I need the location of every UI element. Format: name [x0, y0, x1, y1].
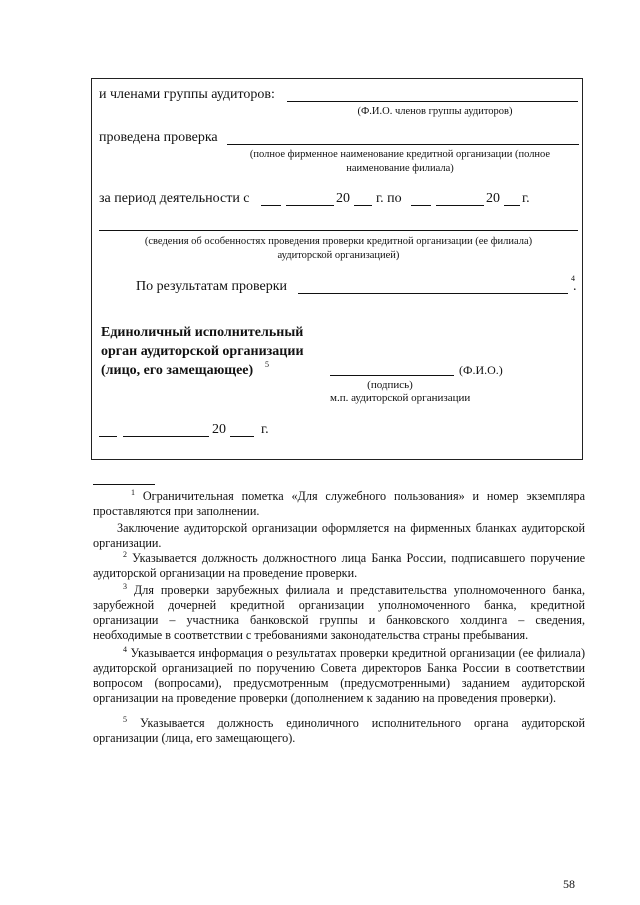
auditors-members-line [287, 101, 578, 102]
period-day-from-line [261, 205, 281, 206]
period-g-po: г. по [376, 191, 402, 206]
inspection-features-line [99, 230, 578, 231]
date-day-line [99, 436, 117, 437]
signature-line [330, 375, 454, 376]
inspection-caption-line1: (полное фирменное наименование кредитной организации (полное [249, 149, 551, 160]
period-year-to-line [504, 205, 520, 206]
page-number: 58 [563, 877, 575, 891]
footnote-3 [93, 583, 585, 643]
footnote-1-text: Ограничительная пометка «Для служебного пользования» и номер экземпляра проставляются при заполнении. [93, 489, 585, 518]
inspection-line [227, 144, 579, 145]
period-day-to-line [411, 205, 431, 206]
date-year-line [230, 436, 254, 437]
inspection-caption-line2: наименование филиала) [346, 163, 454, 174]
footnote-2-marker: 2 [123, 549, 127, 559]
results-line [298, 293, 568, 294]
signer-title-line1: Единоличный исполнительный [101, 325, 304, 340]
footnote-1 [93, 489, 585, 519]
period-year-to: 20 [486, 191, 500, 206]
date-g: г. [261, 422, 269, 437]
period-g-end: г. [522, 191, 530, 206]
footnote-4-marker: 4 [123, 644, 127, 654]
footnote-separator [93, 484, 155, 485]
signer-title-line2: орган аудиторской организации [101, 344, 304, 359]
footnote-5-marker: 5 [123, 714, 127, 724]
fio-label: (Ф.И.О.) [459, 363, 503, 377]
footnote-3-marker: 3 [123, 581, 127, 591]
results-label: По результатам проверки [136, 279, 287, 294]
auditors-members-label: и членами группы аудиторов: [99, 87, 275, 102]
footnote-4-text: Указывается информация о результатах проверки кредитной организации (ее филиала) аудиторской организацией по поручению Совета директоров Банка России в соответствии вопросом (вопросами), предусмотренным (предусмотренными) заданием аудиторской организации на проведение проверки (дополнением к заданию на проведения проверки). [93, 646, 586, 705]
date-year: 20 [212, 422, 226, 437]
footnote-2-text: Указывается должность должностного лица Банка России, подписавшего поручение аудиторской организации на проведение проверки. [93, 551, 585, 580]
stamp-caption: м.п. аудиторской организации [330, 392, 471, 404]
auditors-members-caption: (Ф.И.О. членов группы аудиторов) [357, 106, 513, 117]
footnote-4 [93, 646, 585, 706]
results-footnote-marker: 4 [571, 274, 575, 283]
signature-caption: (подпись) [367, 379, 413, 391]
inspection-features-caption-line2: аудиторской организацией) [277, 250, 400, 261]
inspection-features-caption-line1: (сведения об особенностях проведения проверки кредитной организации (ее филиала) [144, 236, 533, 247]
footnote-2 [93, 551, 585, 581]
period-label: за период деятельности с [99, 191, 250, 206]
signer-footnote-marker: 5 [265, 360, 269, 369]
period-month-to-line [436, 205, 484, 206]
footnote-note-text: Заключение аудиторской организации оформляется на фирменных бланках аудиторской организации. [93, 521, 585, 550]
inspection-label: проведена проверка [99, 130, 218, 145]
period-month-from-line [286, 205, 334, 206]
results-period: . [573, 279, 577, 294]
footnote-5-text: Указывается должность единоличного исполнительного органа аудиторской организации (лица, его замещающего). [93, 716, 585, 745]
period-year-from: 20 [336, 191, 350, 206]
signer-title-line3: (лицо, его замещающее) [101, 363, 254, 378]
footnote-1-marker: 1 [131, 487, 135, 497]
date-month-line [123, 436, 209, 437]
period-year-from-line [354, 205, 372, 206]
footnote-note [93, 521, 585, 551]
footnote-3-text: Для проверки зарубежных филиала и представительства уполномоченного банка, зарубежной дочерней кредитной организации уполномоченного банка, кредитной организации – участника банковской группы и банковского холдинга – сведения, необходимые в соответствии с требованиями законодательства страны пребывания. [93, 583, 585, 642]
footnote-5 [93, 716, 585, 746]
